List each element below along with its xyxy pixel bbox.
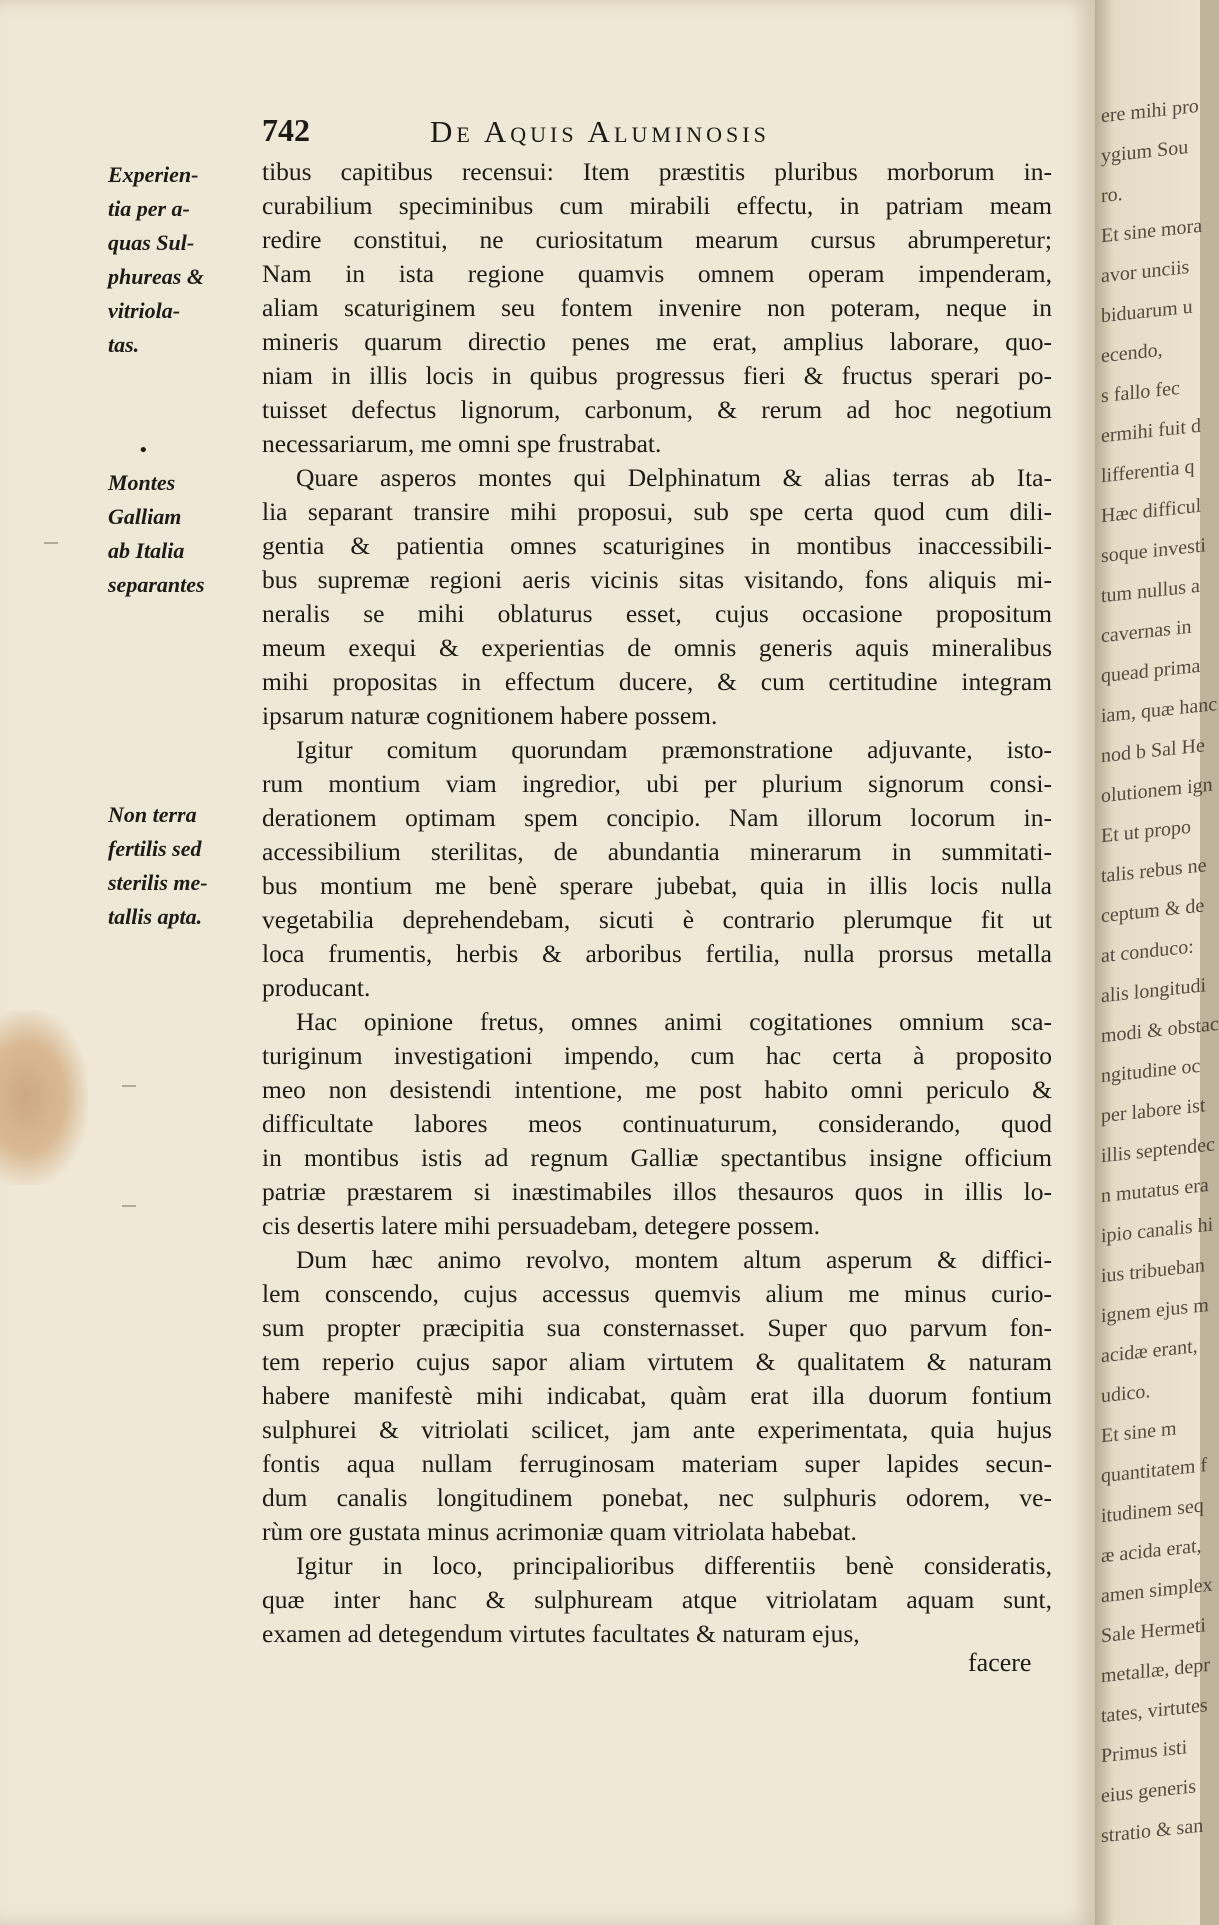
facing-page-line: at conduco: bbox=[1101, 935, 1194, 968]
facing-page-line: eius generis bbox=[1101, 1775, 1196, 1808]
facing-page-line: olutionem ign bbox=[1101, 773, 1213, 808]
facing-page-line: avor unciis bbox=[1101, 255, 1190, 288]
text-line: sum propter præcipitia sua consternasset. Super quo parvum fon- bbox=[262, 1313, 1052, 1342]
text-line: meo non desistendi intentione, me post habito omni periculo & bbox=[262, 1075, 1052, 1104]
text-line: gentia & patientia omnes scaturigines in montibus inaccessibili- bbox=[262, 531, 1052, 560]
text-line: niam in illis locis in quibus progressus fieri & fructus sperari po- bbox=[262, 361, 1052, 390]
text-line: Dum hæc animo revolvo, montem altum asperum & diffici- bbox=[296, 1245, 1052, 1274]
text-line: examen ad detegendum virtutes facultates & naturam ejus, bbox=[262, 1619, 860, 1648]
margin-tick bbox=[122, 1085, 136, 1087]
facing-page-line: ignem ejus m bbox=[1101, 1293, 1209, 1328]
facing-page-line: metallæ, depr bbox=[1101, 1653, 1210, 1688]
facing-page-line: ere mihi pro bbox=[1101, 94, 1199, 128]
facing-page-line: ecendo, bbox=[1101, 338, 1163, 368]
margin-note-line: Non terra bbox=[108, 802, 197, 827]
text-line: ipsarum naturæ cognitionem habere possem. bbox=[262, 701, 718, 730]
facing-page-line: ngitudine oc bbox=[1101, 1054, 1201, 1088]
text-line: producant. bbox=[262, 973, 371, 1002]
text-line: rùm ore gustata minus acrimoniæ quam vitriolata habebat. bbox=[262, 1517, 857, 1546]
text-line: curabilium speciminibus cum mirabili effectu, in patriam meam bbox=[262, 191, 1052, 220]
text-line: aliam scaturiginem seu fontem invenire non poteram, neque in bbox=[262, 293, 1052, 322]
facing-page-line: s fallo fec bbox=[1101, 376, 1180, 408]
facing-page-line: ipio canalis hi bbox=[1101, 1213, 1214, 1248]
facing-page-line: Et sine m bbox=[1101, 1417, 1177, 1448]
text-line: quæ inter hanc & sulphuream atque vitriolatam aquam sunt, bbox=[262, 1585, 1052, 1614]
facing-page-line: acidæ erant, bbox=[1101, 1335, 1198, 1368]
text-line: patriæ præstarem si inæstimabiles illos thesauros quos in illis lo- bbox=[262, 1177, 1052, 1206]
text-line: habere manifestè mihi indicabat, quàm erat illa duorum fontium bbox=[262, 1381, 1052, 1410]
text-line: vegetabilia deprehendebam, sicuti è contrario plerumque fit ut bbox=[262, 905, 1052, 934]
facing-page-line: nod b Sal He bbox=[1101, 734, 1205, 768]
text-line: mineris quarum directio penes me erat, amplius laborare, quo- bbox=[262, 327, 1052, 356]
text-line: mihi propositas in effectum ducere, & cum certitudine integram bbox=[262, 667, 1052, 696]
facing-page-line: ygium Sou bbox=[1101, 136, 1189, 168]
margin-note-line: Galliam bbox=[108, 504, 182, 529]
margin-note-line: fertilis sed bbox=[108, 836, 202, 861]
facing-page-line: per labore ist bbox=[1101, 1094, 1206, 1128]
facing-page-line: soque investi bbox=[1101, 534, 1206, 568]
facing-page-line: Hæc difficul bbox=[1101, 494, 1202, 528]
body-text bbox=[262, 155, 1052, 1651]
margin-note-line: quas Sul- bbox=[108, 230, 195, 255]
text-line: loca frumentis, herbis & arboribus fertilia, nulla prorsus metalla bbox=[262, 939, 1052, 968]
facing-page-edge bbox=[1095, 0, 1219, 1925]
margin-tick bbox=[122, 1205, 136, 1207]
facing-page-line: Et sine mora bbox=[1101, 214, 1203, 248]
text-line: Igitur comitum quorundam præmonstratione adjuvante, isto- bbox=[296, 735, 1052, 764]
facing-page-line: illis septendec bbox=[1101, 1133, 1215, 1168]
text-line: fontis aqua nullam ferruginosam materiam super lapides secun- bbox=[262, 1449, 1052, 1478]
margin-note-line: separantes bbox=[108, 572, 205, 597]
facing-page-line: quantitatem f bbox=[1101, 1454, 1208, 1488]
facing-page-line: stratio & san bbox=[1101, 1814, 1204, 1848]
text-line: difficultate labores meos continuaturum, considerando, quod bbox=[262, 1109, 1052, 1138]
margin-note-line: Montes bbox=[108, 470, 176, 495]
text-line: tibus capitibus recensui: Item præstitis pluribus morborum in- bbox=[262, 157, 1052, 186]
text-line: necessariarum, me omni spe frustrabat. bbox=[262, 429, 662, 458]
facing-page-line: tates, virtutes bbox=[1101, 1694, 1208, 1728]
catchword: facere bbox=[968, 1648, 1032, 1677]
margin-note-line: ab Italia bbox=[108, 538, 185, 563]
page-number: 742 bbox=[262, 112, 310, 148]
facing-page-line: talis rebus ne bbox=[1101, 854, 1207, 888]
text-line: tem reperio cujus sapor aliam virtutem & qualitatem & naturam bbox=[262, 1347, 1052, 1376]
facing-page-line: æ acida erat, bbox=[1101, 1534, 1202, 1568]
bullet-mark: • bbox=[138, 440, 149, 461]
text-line: bus supremæ regioni aeris vicinis sitas visitando, fons aliquis mi- bbox=[262, 565, 1052, 594]
facing-page-line: amen simplex bbox=[1101, 1573, 1213, 1608]
facing-page-line: Primus isti bbox=[1101, 1736, 1188, 1768]
page-header bbox=[262, 112, 1052, 152]
margin-note-non-terra bbox=[108, 798, 258, 934]
text-line: sulphurei & vitriolati scilicet, jam ante experimentata, quia hujus bbox=[262, 1415, 1052, 1444]
text-line: Hac opinione fretus, omnes animi cogitationes omnium sca- bbox=[296, 1007, 1052, 1036]
facing-page-line: ceptum & de bbox=[1101, 894, 1205, 928]
text-line: tuisset defectus lignorum, carbonum, & rerum ad hoc negotium bbox=[262, 395, 1052, 424]
facing-page-line: biduarum u bbox=[1101, 295, 1193, 328]
text-line: dum canalis longitudinem ponebat, nec sulphuris odorem, ve- bbox=[262, 1483, 1052, 1512]
facing-page-line: ius tribueban bbox=[1101, 1254, 1205, 1288]
margin-note-line: tas. bbox=[108, 332, 140, 357]
facing-page-line: Sale Hermeti bbox=[1101, 1614, 1206, 1648]
running-title: De Aquis Aluminosis bbox=[430, 114, 770, 149]
text-line: turiginum investigationi impendo, cum hac certa à proposito bbox=[262, 1041, 1052, 1070]
text-line: Quare asperos montes qui Delphinatum & alias terras ab Ita- bbox=[296, 463, 1052, 492]
margin-note-line: Experien- bbox=[108, 162, 199, 187]
facing-page-line: quead prima bbox=[1101, 654, 1201, 688]
facing-page-line: lifferentia q bbox=[1101, 455, 1195, 488]
text-line: derationem optimam spem concipio. Nam illorum locorum in- bbox=[262, 803, 1052, 832]
text-line: Nam in ista regione quamvis omnem operam impenderam, bbox=[262, 259, 1052, 288]
text-line: lem conscendo, cujus accessus quemvis alium me minus curio- bbox=[262, 1279, 1052, 1308]
text-line: lia separant transire mihi proposui, sub spe certa quod cum dili- bbox=[262, 497, 1052, 526]
margin-note-line: tia per a- bbox=[108, 196, 190, 221]
margin-tick bbox=[44, 542, 58, 544]
facing-page-line: itudinem seq bbox=[1101, 1494, 1204, 1528]
facing-page-line: iam, quæ hanc bbox=[1101, 693, 1218, 728]
facing-page-line: ro. bbox=[1101, 182, 1123, 208]
text-line: neralis se mihi oblaturus esset, cujus occasione propositum bbox=[262, 599, 1052, 628]
text-line: bus montium me benè sperare jubebat, quia in illis locis nulla bbox=[262, 871, 1052, 900]
facing-page-line: cavernas in bbox=[1101, 615, 1192, 648]
facing-page-line: alis longitudi bbox=[1101, 974, 1206, 1008]
text-line: cis desertis latere mihi persuadebam, detegere possem. bbox=[262, 1211, 820, 1240]
facing-page-line: udico. bbox=[1101, 1380, 1151, 1408]
facing-page-line: modi & obstac bbox=[1101, 1012, 1219, 1048]
text-line: rum montium viam ingredior, ubi per plurium signorum consi- bbox=[262, 769, 1052, 798]
text-line: meum exequi & experientias de omnis generis aquis mineralibus bbox=[262, 633, 1052, 662]
margin-note-line: vitriola- bbox=[108, 298, 181, 323]
margin-note-line: phureas & bbox=[108, 264, 204, 289]
paper-stain bbox=[0, 1010, 88, 1185]
margin-note-line: sterilis me- bbox=[108, 870, 208, 895]
facing-page-line: n mutatus era bbox=[1101, 1173, 1209, 1208]
margin-note-montes bbox=[108, 466, 258, 602]
facing-page-line: Et ut propo bbox=[1101, 815, 1191, 848]
facing-page-line: ermihi fuit d bbox=[1101, 414, 1201, 448]
text-line: redire constitui, ne curiositatum mearum cursus abrumperetur; bbox=[262, 225, 1052, 254]
text-line: in montibus istis ad regnum Galliæ spectantibus insigne officium bbox=[262, 1143, 1052, 1172]
text-line: accessibilium sterilitas, de abundantia minerarum in summitati- bbox=[262, 837, 1052, 866]
margin-note-line: tallis apta. bbox=[108, 904, 203, 929]
text-line: Igitur in loco, principalioribus differentiis benè consideratis, bbox=[296, 1551, 1052, 1580]
margin-note-experientia bbox=[108, 158, 258, 362]
facing-page-line: tum nullus a bbox=[1101, 574, 1200, 608]
